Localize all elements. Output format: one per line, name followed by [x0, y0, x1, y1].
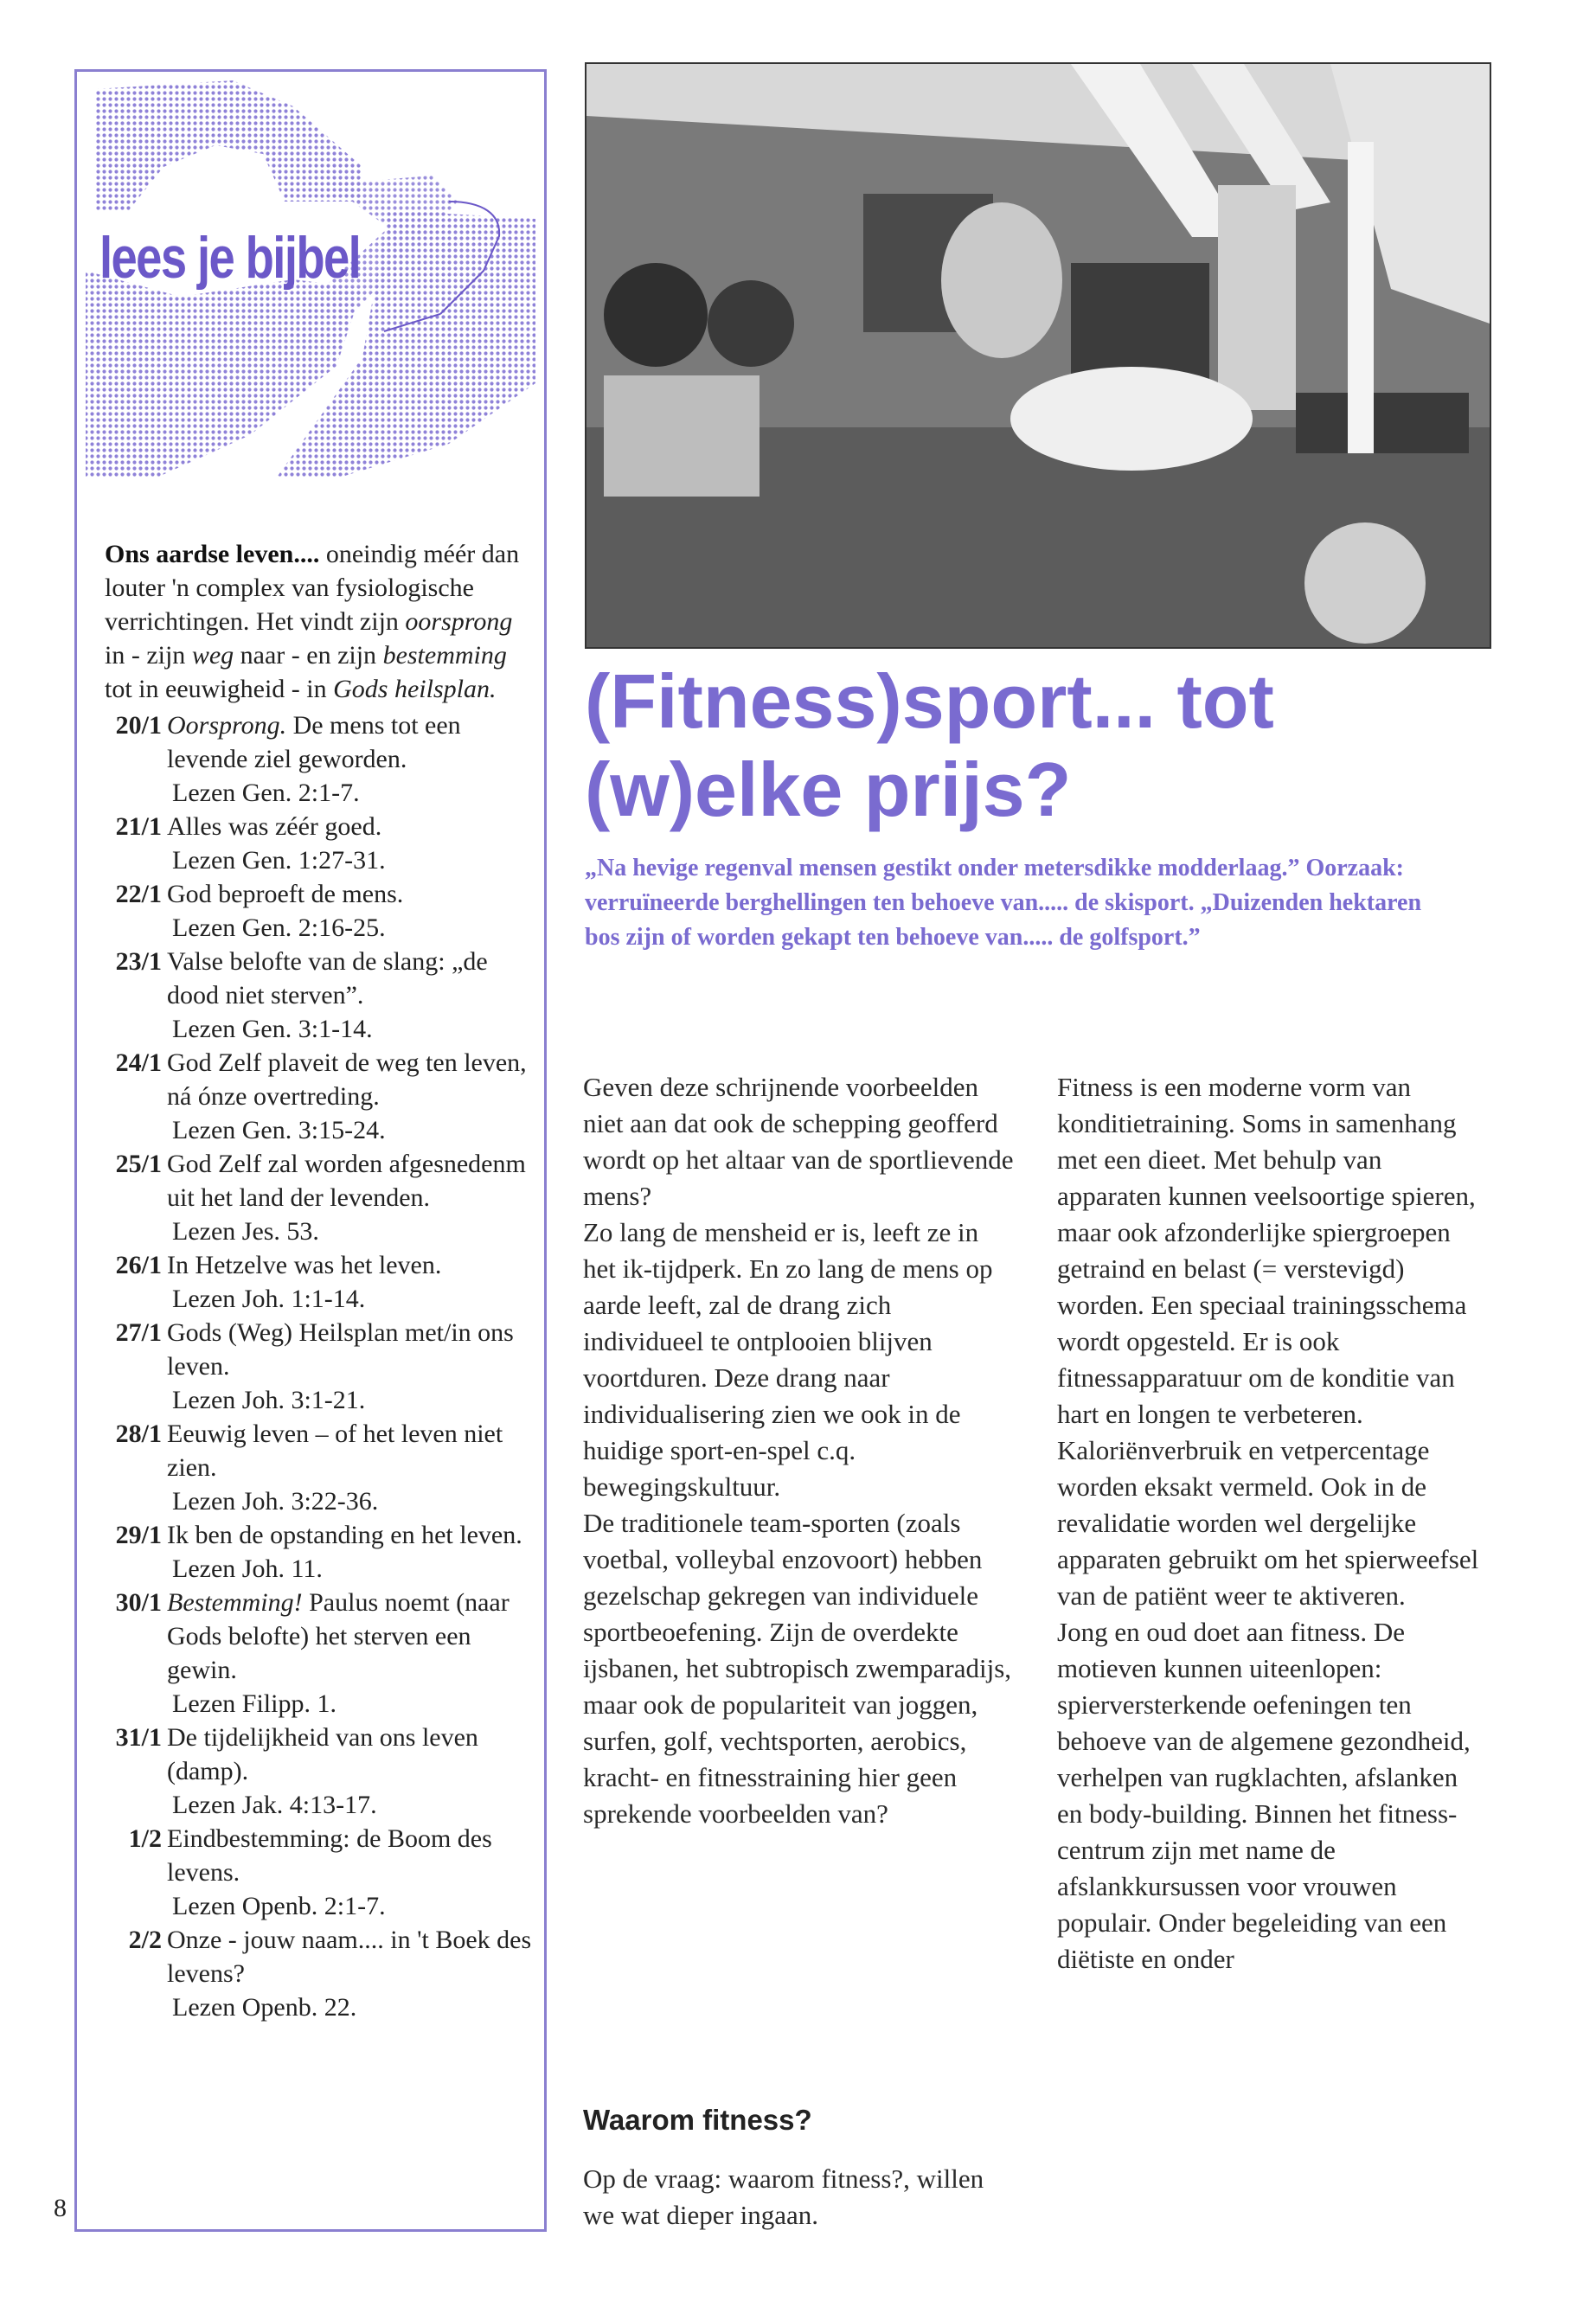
entry-reference: Lezen Gen. 2:16-25. [172, 913, 386, 942]
schedule-entry [94, 1822, 535, 1923]
entry-reference: Lezen Joh. 3:1-21. [172, 1386, 366, 1414]
entry-text: Alles was zéér goed. [167, 812, 382, 841]
entry-date: 25/1 [115, 1150, 162, 1178]
entry-body [167, 1316, 535, 1417]
entry-date: 27/1 [115, 1318, 162, 1347]
entry-body [167, 945, 535, 1046]
schedule-entry [94, 1316, 535, 1417]
entry-date: 21/1 [115, 812, 162, 841]
entry-text: De tijdelijkheid van ons leven (damp). [167, 1723, 478, 1785]
article-column-1-continued [583, 2161, 1016, 2234]
entry-body [167, 1046, 535, 1147]
sidebar-intro: Ons aardse leven.... oneindig méér dan louter 'n complex van fysiologische verrichtingen. Het vindt zijn oorsprong in - zijn weg naar - en zijn bestemming tot in eeuwigheid - in Gods heilsplan. [105, 540, 520, 703]
paragraph: Zo lang de mensheid er is, leeft ze in het ik-tijdperk. En zo lang de mens op aarde leeft, zal de drang zich individueel te ontplooien blijven voortduren. Deze drang naar individualisering zien we ook in de huidige sport-en-spel c.q. bewegingskultuur. [583, 1217, 993, 1502]
schedule-entry [94, 1518, 535, 1586]
entry-text: Eeuwig leven – of het leven niet zien. [167, 1420, 503, 1482]
schedule-entry [94, 1248, 535, 1316]
entry-text: God Zelf zal worden afgesnedenm uit het land der levenden. [167, 1150, 526, 1212]
paragraph: Jong en oud doet aan fitness. De motieven kunnen uiteenlopen: spierversterkende oefeningen ten behoeve van de algemene gezondheid, verhelpen van rugklachten, afslanken en body-building. Binnen het fitness-centrum zijn met name de afslankkursussen voor vrouwen populair. Onder begeleiding van een diëtiste en onder [1057, 1617, 1471, 1974]
entry-reference: Lezen Joh. 1:1-14. [172, 1285, 366, 1313]
article-subheading: Waarom fitness? [583, 2104, 812, 2136]
entry-reference: Lezen Openb. 2:1-7. [172, 1892, 386, 1920]
entry-text: God Zelf plaveit de weg ten leven, ná ónze overtreding. [167, 1048, 527, 1111]
entry-reference: Lezen Joh. 11. [172, 1554, 323, 1583]
entry-body [167, 1147, 535, 1248]
entry-reference: Lezen Jes. 53. [172, 1217, 319, 1246]
entry-body [167, 1248, 535, 1316]
entry-date: 24/1 [115, 1048, 162, 1077]
schedule-entry [94, 1586, 535, 1721]
entry-date: 22/1 [115, 880, 162, 908]
entry-text: Onze - jouw naam.... in 't Boek des levens? [167, 1926, 532, 1988]
entry-body [167, 708, 535, 810]
entry-body [167, 1822, 535, 1923]
schedule-entry [94, 945, 535, 1046]
entry-reference: Lezen Openb. 22. [172, 1993, 357, 2022]
page-number: 8 [54, 2194, 67, 2222]
entry-date: 31/1 [115, 1723, 162, 1752]
entry-text: Paulus noemt (naar Gods belofte) het sterven een gewin. [167, 1588, 510, 1684]
entry-body [167, 810, 535, 877]
entry-body [167, 1923, 535, 2024]
entry-date: 30/1 [115, 1588, 162, 1617]
entry-text: God beproeft de mens. [167, 880, 404, 908]
entry-emphasis: Oorsprong. [167, 711, 287, 740]
entry-reference: Lezen Joh. 3:22-36. [172, 1487, 379, 1516]
schedule-entry [94, 1923, 535, 2024]
entry-body [167, 1721, 535, 1822]
gym-photo [585, 62, 1491, 649]
headline-line-1: (Fitness)sport... tot [585, 658, 1274, 744]
halftone-decoration-icon [77, 72, 544, 522]
entry-date: 28/1 [115, 1420, 162, 1448]
entry-body [167, 877, 535, 945]
schedule-entry [94, 708, 535, 810]
entry-date: 1/2 [128, 1824, 162, 1853]
section-title: lees je bijbel [99, 225, 361, 291]
entry-text: Eindbestemming: de Boom des levens. [167, 1824, 492, 1887]
article-column-1 [583, 1069, 1016, 1832]
reading-schedule-box [74, 69, 547, 2232]
paragraph: De traditionele team-sporten (zoals voetbal, volleybal enzovoort) hebben gezelschap gekregen van individuele sportbeoefening. Zijn de overdekte ijsbanen, het subtropisch zwemparadijs, maar ook de populariteit van joggen, surfen, golf, vechtsporten, aerobics, kracht- en fitnesstraining hier geen sprekende voorbeelden van? [583, 1508, 1012, 1829]
entry-reference: Lezen Gen. 2:1-7. [172, 779, 360, 807]
entry-date: 23/1 [115, 947, 162, 976]
paragraph: Fitness is een moderne vorm van konditietraining. Soms in samenhang met een dieet. Met behulp van apparaten kunnen veelsoortige spieren, maar ook afzonderlijke spiergroepen getraind en belast (= verstevigd) worden. Een speciaal trainingsschema wordt opgesteld. Er is ook fitnessapparatuur om de konditie van hart en longen te verbeteren. [1057, 1072, 1476, 1429]
intro-lead: Ons aardse leven.... [105, 540, 320, 568]
schedule-entry [94, 1417, 535, 1518]
entry-emphasis: Bestemming! [167, 1588, 303, 1617]
entry-text: Gods (Weg) Heilsplan met/in ons leven. [167, 1318, 514, 1381]
entry-text: Ik ben de opstanding en het leven. [167, 1521, 522, 1549]
article-headline [585, 657, 1536, 834]
schedule-entry [94, 1721, 535, 1822]
reading-list [94, 708, 535, 2024]
article-lede: „Na hevige regenval mensen gestikt onder metersdikke modderlaag.” Oorzaak: verruïneerde berghellingen ten behoeve van..... de skisport. „Duizenden hektaren bos zijn of worden gekapt ten behoeve van..... de golfsport.” [585, 855, 1422, 951]
entry-text: Valse belofte van de slang: „de dood niet sterven”. [167, 947, 488, 1009]
paragraph: Kaloriënverbruik en vetpercentage worden eksakt vermeld. Ook in de revalidatie worden wel dergelijke apparaten gebruikt om het spierweefsel van de patiënt weer te aktiveren. [1057, 1435, 1479, 1611]
paragraph: Geven deze schrijnende voorbeelden niet aan dat ook de schepping geofferd wordt op het altaar van de sportlievende mens? [583, 1072, 1014, 1211]
entry-reference: Lezen Gen. 1:27-31. [172, 846, 386, 875]
entry-date: 20/1 [115, 711, 162, 740]
article-column-2 [1057, 1069, 1490, 1977]
entry-reference: Lezen Gen. 3:15-24. [172, 1116, 386, 1144]
schedule-entry [94, 1147, 535, 1248]
entry-reference: Lezen Jak. 4:13-17. [172, 1791, 377, 1819]
schedule-entry [94, 810, 535, 877]
entry-date: 29/1 [115, 1521, 162, 1549]
gym-photo-icon [586, 64, 1490, 647]
headline-line-2: (w)elke prijs? [585, 747, 1072, 832]
sidebar-header [77, 72, 544, 522]
entry-reference: Lezen Filipp. 1. [172, 1689, 337, 1718]
entry-reference: Lezen Gen. 3:1-14. [172, 1015, 373, 1043]
entry-body [167, 1518, 535, 1586]
entry-date: 2/2 [128, 1926, 162, 1954]
entry-body [167, 1586, 535, 1721]
entry-text: In Hetzelve was het leven. [167, 1251, 442, 1279]
entry-date: 26/1 [115, 1251, 162, 1279]
schedule-entry [94, 877, 535, 945]
paragraph: Op de vraag: waarom fitness?, willen we wat dieper ingaan. [583, 2163, 984, 2230]
entry-text: De mens tot een levende ziel geworden. [167, 711, 461, 773]
entry-body [167, 1417, 535, 1518]
schedule-entry [94, 1046, 535, 1147]
